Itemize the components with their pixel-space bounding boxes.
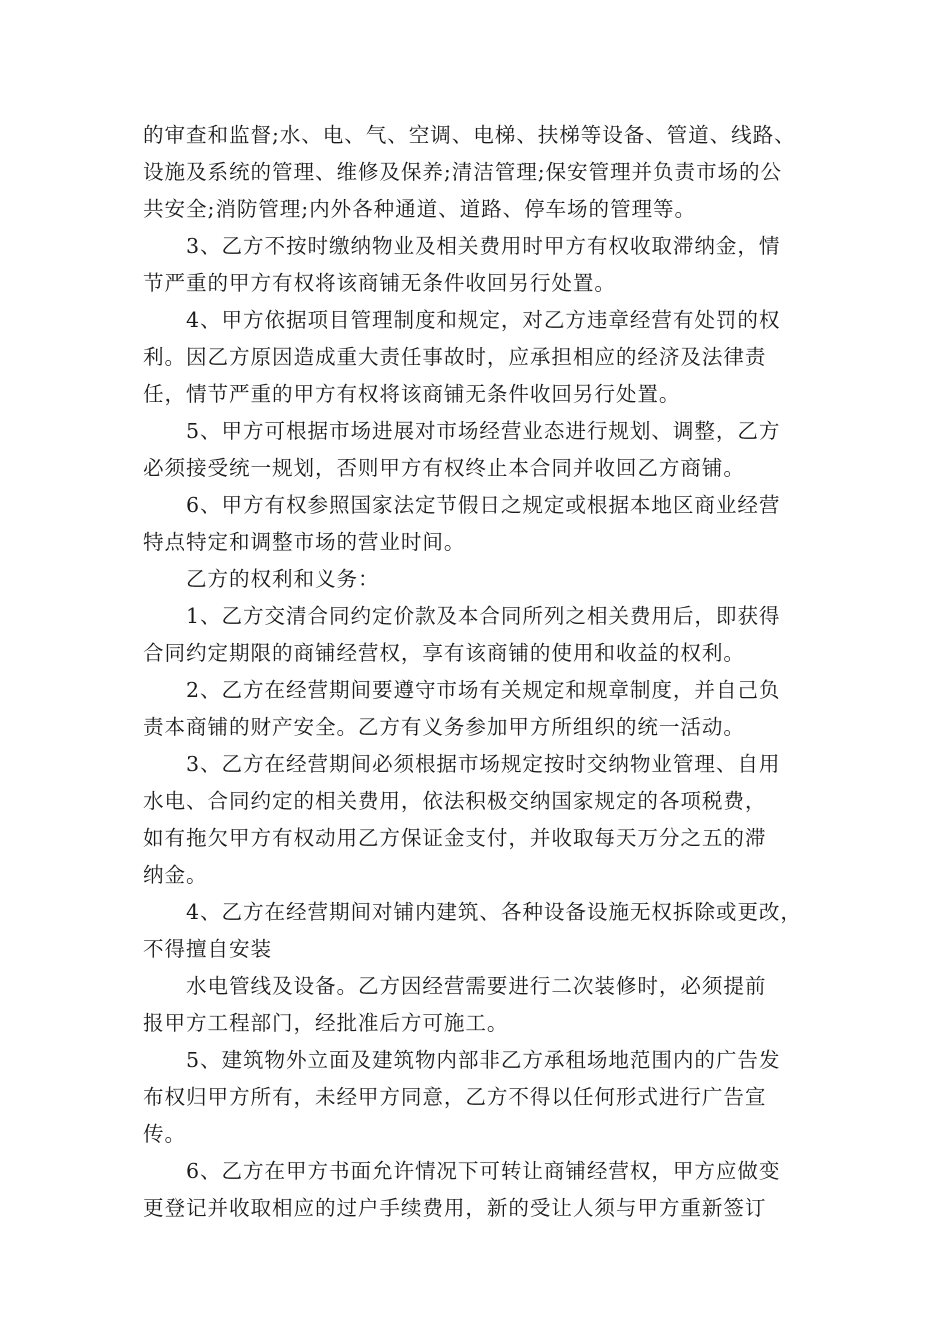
text-line: 共安全;消防管理;内外各种通道、道路、停车场的管理等。 [143,197,697,221]
text-line: 6、甲方有权参照国家法定节假日之规定或根据本地区商业经营 [186,493,781,517]
text-line: 水电、合同约定的相关费用，依法积极交纳国家规定的各项税费， [143,789,767,813]
text-line: 纳金。 [143,863,208,887]
text-line: 4、甲方依据项目管理制度和规定，对乙方违章经营有处罚的权 [186,308,781,332]
text-line: 不得擅自安装 [143,937,272,961]
text-line: 设施及系统的管理、维修及保养;清洁管理;保安管理并负责市场的公 [143,160,782,184]
text-line: 合同约定期限的商铺经营权，享有该商铺的使用和收益的权利。 [143,641,745,665]
text-line: 4、乙方在经营期间对铺内建筑、各种设备设施无权拆除或更改， [186,900,802,924]
text-line: 利。因乙方原因造成重大责任事故时，应承担相应的经济及法律责 [143,345,767,369]
document-body [143,117,833,1227]
text-line: 特点特定和调整市场的营业时间。 [143,530,466,554]
text-line: 传。 [143,1122,186,1146]
text-line: 报甲方工程部门，经批准后方可施工。 [143,1011,509,1035]
text-line: 如有拖欠甲方有权动用乙方保证金支付，并收取每天万分之五的滞 [143,826,767,850]
text-line: 节严重的甲方有权将该商铺无条件收回另行处置。 [143,271,616,295]
text-line: 乙方的权利和义务： [186,567,380,591]
text-line: 水电管线及设备。乙方因经营需要进行二次装修时，必须提前 [186,974,767,998]
text-line: 布权归甲方所有，未经甲方同意，乙方不得以任何形式进行广告宣 [143,1085,767,1109]
text-line: 任，情节严重的甲方有权将该商铺无条件收回另行处置。 [143,382,681,406]
text-line: 2、乙方在经营期间要遵守市场有关规定和规章制度，并自己负 [186,678,781,702]
text-line: 3、乙方在经营期间必须根据市场规定按时交纳物业管理、自用 [186,752,781,776]
text-line: 必须接受统一规划，否则甲方有权终止本合同并收回乙方商铺。 [143,456,745,480]
text-line: 5、建筑物外立面及建筑物内部非乙方承租场地范围内的广告发 [186,1048,781,1072]
text-line: 5、甲方可根据市场进展对市场经营业态进行规划、调整，乙方 [186,419,781,443]
text-line: 1、乙方交清合同约定价款及本合同所列之相关费用后，即获得 [186,604,781,628]
text-line: 责本商铺的财产安全。乙方有义务参加甲方所组织的统一活动。 [143,715,745,739]
text-line: 更登记并收取相应的过户手续费用，新的受让人须与甲方重新签订 [143,1196,767,1220]
text-line: 的审查和监督;水、电、气、空调、电梯、扶梯等设备、管道、线路、 [143,123,796,147]
text-line: 3、乙方不按时缴纳物业及相关费用时甲方有权收取滞纳金，情 [186,234,781,258]
text-line: 6、乙方在甲方书面允许情况下可转让商铺经营权，甲方应做变 [186,1159,781,1183]
